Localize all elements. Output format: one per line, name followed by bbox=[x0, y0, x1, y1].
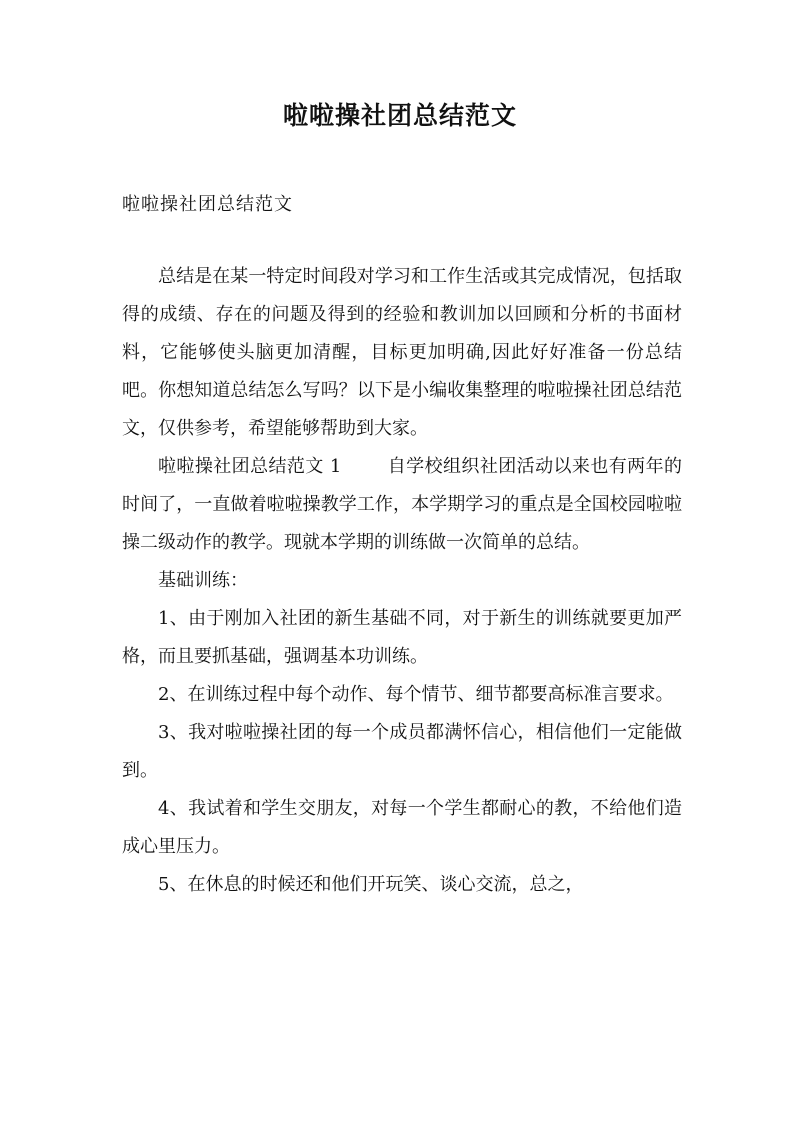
paragraph-text: 基础训练： bbox=[158, 570, 248, 591]
paragraph-item-5 bbox=[122, 866, 682, 904]
paragraph-text: 自学校组织社团活动以来也有两年的时间了，一直做着啦啦操教学工作，本学期学习的重点是全国校园啦啦操二级动作的教学。现就本学期的训练做一次简单的总结。 bbox=[122, 456, 682, 553]
paragraph-text: 4、我试着和学生交朋友，对每一个学生都耐心的教，不给他们造成心里压力。 bbox=[122, 798, 682, 857]
paragraph-text: 1、由于刚加入社团的新生基础不同，对于新生的训练就要更加严格，而且要抓基础，强调基本功训练。 bbox=[122, 608, 682, 667]
document-subtitle: 啦啦操社团总结范文 bbox=[122, 194, 293, 215]
paragraph-item-3 bbox=[122, 714, 682, 790]
paragraph-section-1 bbox=[122, 448, 682, 562]
paragraph-text: 3、我对啦啦操社团的每一个成员都满怀信心，相信他们一定能做到。 bbox=[122, 722, 682, 781]
section-heading: 啦啦操社团总结范文 1 bbox=[158, 456, 342, 477]
paragraph-text: 5、在休息的时候还和他们开玩笑、谈心交流，总之， bbox=[158, 874, 584, 895]
paragraph-item-1 bbox=[122, 600, 682, 676]
paragraph-intro bbox=[122, 258, 682, 448]
document-title: 啦啦操社团总结范文 bbox=[282, 101, 517, 130]
paragraph-item-4 bbox=[122, 790, 682, 866]
paragraph-text: 总结是在某一特定时间段对学习和工作生活或其完成情况，包括取得的成绩、存在的问题及得到的经验和教训加以回顾和分析的书面材料，它能够使头脑更加清醒，目标更加明确,因此好好准备一份总结吧。你想知道总结怎么写吗？以下是小编收集整理的啦啦操社团总结范文，仅供参考，希望能够帮助到大家。 bbox=[122, 266, 682, 439]
paragraph-basic-training bbox=[122, 562, 682, 600]
document-body bbox=[122, 258, 682, 904]
paragraph-item-2 bbox=[122, 676, 682, 714]
paragraph-text: 2、在训练过程中每个动作、每个情节、细节都要高标准言要求。 bbox=[158, 684, 674, 705]
